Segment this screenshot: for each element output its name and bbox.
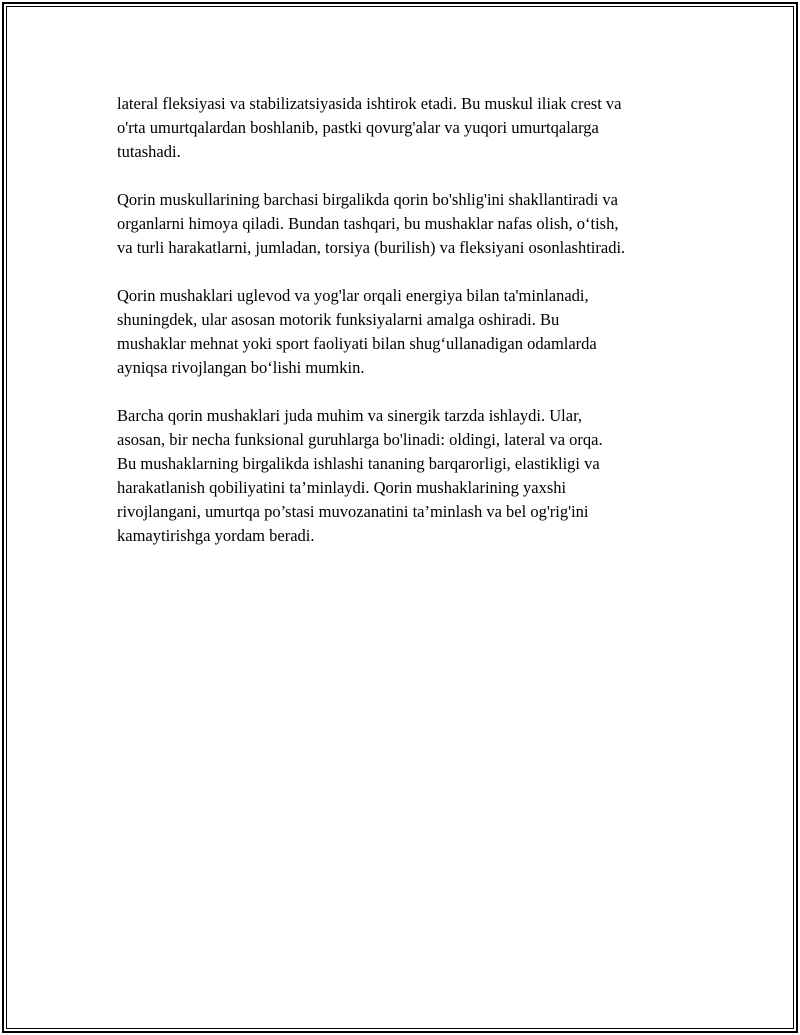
text-line: shuningdek, ular asosan motorik funksiyalarni amalga oshiradi. Bu [117, 310, 560, 329]
text-line: Qorin mushaklari uglevod va yog'lar orqali energiya bilan ta'minlanadi, [117, 286, 589, 305]
text-line: kamaytirishga yordam beradi. [117, 526, 315, 545]
paragraph-1 [117, 92, 697, 164]
text-line: Barcha qorin mushaklari juda muhim va sinergik tarzda ishlaydi. Ular, [117, 406, 583, 425]
text-line: va turli harakatlarni, jumladan, torsiya (burilish) va fleksiyani osonlashtiradi. [117, 238, 626, 257]
text-line: organlarni himoya qiladi. Bundan tashqari, bu mushaklar nafas olish, o‘tish, [117, 214, 619, 233]
document-body [117, 92, 697, 572]
text-line: ayniqsa rivojlangan bo‘lishi mumkin. [117, 358, 365, 377]
text-line: o'rta umurtqalardan boshlanib, pastki qovurg'alar va yuqori umurtqalarga [117, 118, 599, 137]
paragraph-3 [117, 284, 697, 380]
paragraph-4 [117, 404, 697, 548]
paragraph-2 [117, 188, 697, 260]
text-line: rivojlangani, umurtqa po’stasi muvozanatini ta’minlash va bel og'rig'ini [117, 502, 589, 521]
text-line: tutashadi. [117, 142, 181, 161]
text-line: harakatlanish qobiliyatini ta’minlaydi. Qorin mushaklarining yaxshi [117, 478, 567, 497]
text-line: asosan, bir necha funksional guruhlarga bo'linadi: oldingi, lateral va orqa. [117, 430, 603, 449]
text-line: mushaklar mehnat yoki sport faoliyati bilan shug‘ullanadigan odamlarda [117, 334, 597, 353]
text-line: lateral fleksiyasi va stabilizatsiyasida ishtirok etadi. Bu muskul iliak crest va [117, 94, 622, 113]
text-line: Bu mushaklarning birgalikda ishlashi tananing barqarorligi, elastikligi va [117, 454, 600, 473]
text-line: Qorin muskullarining barchasi birgalikda qorin bo'shlig'ini shakllantiradi va [117, 190, 619, 209]
